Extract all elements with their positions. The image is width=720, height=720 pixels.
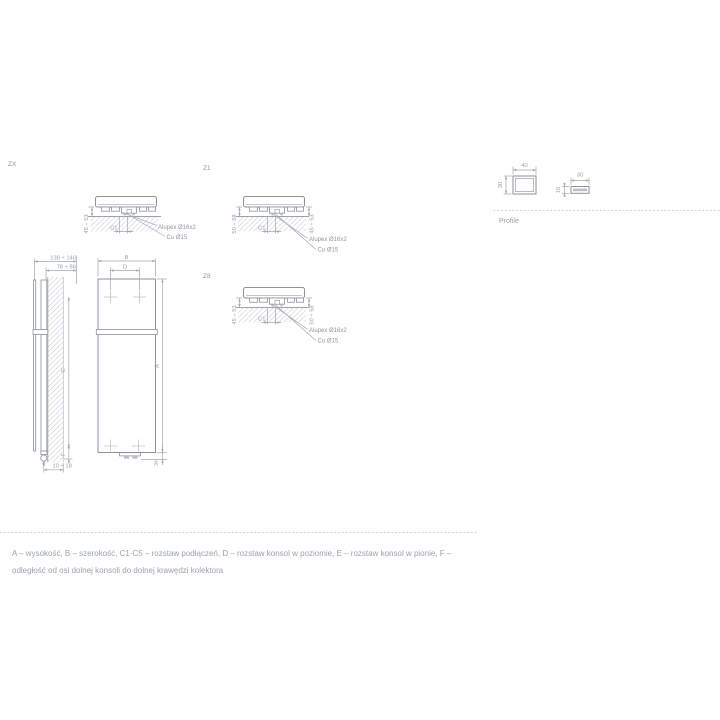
flat-profile-drawing — [571, 187, 589, 194]
side-collector-offset-dim: F — [60, 452, 67, 457]
zx-section-label: ZX — [8, 161, 17, 168]
radiator-front-view — [96, 255, 167, 466]
zx-alupex-pipe-label: Alupex Ø16x2 — [158, 225, 196, 231]
z1-alupex-pipe-label: Alupex Ø16x2 — [309, 237, 347, 243]
z8-connection-spacing-dim: C1 — [258, 316, 266, 323]
legend-line-2: odległość od osi dolnej konsoli do dolnej krawędzi kolektora — [12, 566, 224, 575]
front-width-dim: B — [124, 255, 129, 261]
dimension-legend — [12, 545, 451, 579]
square-profile-width-dim: 40 — [521, 163, 528, 169]
z8-wall-distance-dim: 45 ÷ 53 — [231, 305, 238, 325]
radiator-front-body — [98, 279, 156, 453]
z1-copper-pipe-label: Cu Ø15 — [317, 247, 339, 254]
flat-profile-height-dim: 10 — [556, 186, 562, 194]
z8-pipe-distance-dim: 50 ÷ 58 — [309, 305, 316, 325]
side-depth-panel-dim: 78 ÷ 86 — [56, 264, 76, 271]
valve-knob-side — [41, 455, 47, 461]
z1-pipe-distance-dim: 50 ÷ 58 — [231, 214, 238, 234]
z1-wall-distance-dim: 45 ÷ 53 — [309, 214, 316, 234]
side-depth-total-dim: 138 ÷ 146 — [50, 255, 76, 262]
square-profile-drawing — [513, 176, 536, 194]
legend-line-1: A – wysokość, B – szerokość, C1-C5 – rozstaw podłączeń, D – rozstaw konsol w poziomie, E – rozstaw konsol w pionie, F – — [12, 549, 452, 558]
z8-section — [203, 273, 347, 345]
side-console-vertical-dim: E — [61, 368, 67, 372]
z8-section-label: Z8 — [203, 273, 211, 280]
front-panel-side — [34, 280, 36, 451]
profiles-section-label: Profile — [499, 218, 519, 225]
heating-panel-side — [41, 280, 47, 451]
mounting-console-side — [33, 330, 48, 335]
z1-section-label: Z1 — [203, 165, 211, 172]
valve-body-side — [41, 451, 47, 454]
z8-alupex-pipe-label: Alupex Ø16x2 — [309, 328, 347, 334]
profiles-section — [494, 163, 720, 225]
zx-connection-spacing-dim: C1 — [110, 225, 118, 232]
flat-profile-width-dim: 30 — [576, 172, 584, 179]
bottom-valve-block — [120, 453, 141, 456]
zx-section — [8, 161, 196, 241]
square-profile-height-dim: 30 — [498, 181, 504, 189]
front-collector-dim: 34 — [154, 460, 160, 466]
side-valve-wall-dim: 10 ÷ 18 — [52, 463, 72, 470]
zx-bracket-top-view — [88, 197, 161, 232]
z1-section — [203, 165, 347, 254]
front-height-dim: A — [154, 364, 161, 368]
z1-connection-spacing-dim: C1 — [258, 225, 266, 232]
zx-wall-distance-dim: 45 ÷ 53 — [84, 214, 90, 234]
zx-copper-pipe-label: Cu Ø15 — [166, 235, 188, 241]
mounting-rail-front — [96, 330, 157, 335]
radiator-side-view — [33, 256, 77, 473]
z8-copper-pipe-label: Cu Ø15 — [317, 338, 339, 345]
front-console-horizontal-dim: D — [122, 264, 128, 271]
